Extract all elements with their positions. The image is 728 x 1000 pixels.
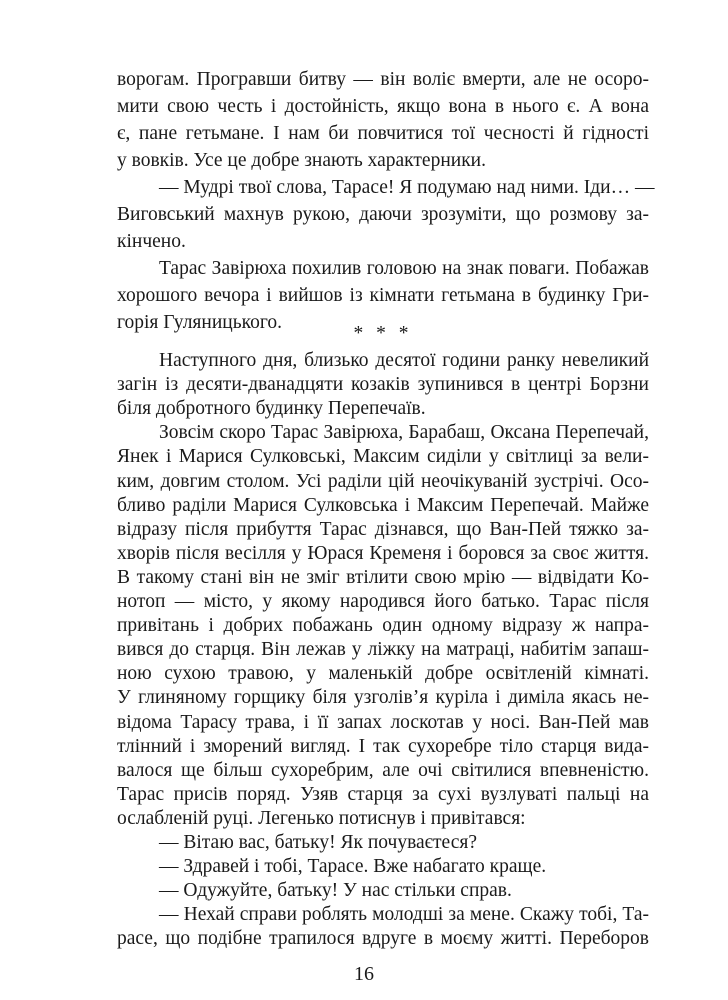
text-line: — Здравей і тобі, Тарасе. Вже набагато краще. [159, 856, 547, 877]
text-line: нотоп — місто, у якому народився його батько. Тарас після [117, 591, 649, 612]
text-line: мити свою честь і достойність, якщо вона в нього є. А вона [117, 96, 649, 117]
text-line: у вовків. Усе це добре знають характерники. [117, 150, 486, 171]
text-line: ворогам. Програвши битву — він воліє вмерти, але не осоро- [117, 69, 649, 90]
text-line: ослабленій руці. Легенько потиснув і привітався: [117, 808, 526, 829]
text-line: Виговський махнув рукою, даючи зрозуміти, що розмову за- [117, 204, 649, 225]
text-line: — Мудрі твої слова, Тарасе! Я подумаю над ними. Іди… — [159, 177, 655, 198]
text-line: кінчено. [117, 231, 186, 252]
text-line: — Одужуйте, батьку! У нас стільки справ. [159, 880, 512, 901]
text-line: відома Тарасу трава, і її запах лоскотав у носі. Ван-Пей мав [117, 712, 649, 733]
text-line: — Вітаю вас, батьку! Як почуваєтеся? [159, 832, 477, 853]
text-line: тлінний і зморений вигляд. І так сухоребре тіло старця вида- [117, 736, 649, 757]
text-line: загін із десяти-дванадцяти козаків зупинився в центрі Борзни [117, 374, 649, 395]
text-line: У глиняному горщику біля узголів’я куріла і диміла якась не- [117, 687, 649, 708]
text-line: Тарас присів поряд. Узяв старця за сухі вузлуваті пальці на [117, 784, 649, 805]
page-number: 16 [354, 963, 374, 985]
text-line: Янек і Марися Сулковські, Максим сиділи у світлиці за вели- [117, 446, 649, 467]
text-line: — Нехай справи роблять молодші за мене. Скажу тобі, Та- [159, 904, 649, 925]
text-line: Тарас Завірюха похилив головою на знак поваги. Побажав [159, 258, 649, 279]
text-line: расе, що подібне трапилося вдруге в моєму житті. Переборов [117, 928, 649, 949]
text-line: ною сухою травою, у маленькій добре освітленій кімнаті. [117, 663, 649, 684]
text-line: відразу після прибуття Тарас дізнався, що Ван-Пей тяжко за- [117, 519, 649, 540]
text-line: валося ще більш сухоребрим, але очі світилися впевненістю. [117, 760, 649, 781]
text-line: є, пане гетьмане. І нам би повчитися тої чесності й гідності [117, 123, 649, 144]
text-line: вився до старця. Він лежав у ліжку на матраці, набитім запаш- [117, 639, 649, 660]
text-line: бливо раділи Марися Сулковська і Максим Перепечай. Майже [117, 495, 649, 516]
text-line: біля добротного будинку Перепечаїв. [117, 398, 426, 419]
text-line: В такому стані він не зміг втілити свою мрію — відвідати Ко- [117, 567, 649, 588]
text-line: Наступного дня, близько десятої години ранку невеликий [159, 350, 649, 371]
text-line: привітань і добрих побажань один одному відразу ж напра- [117, 615, 649, 636]
text-line: хворів після весілля у Юрася Кременя і боровся за своє життя. [117, 543, 649, 564]
section-separator: * * * [353, 323, 413, 344]
text-line: горія Гуляницького. [117, 312, 282, 333]
text-line: ким, довгим столом. Усі раділи цій неочікуваній зустрічі. Осо- [117, 471, 649, 492]
text-line: хорошого вечора і вийшов із кімнати гетьмана в будинку Гри- [117, 285, 649, 306]
text-line: Зовсім скоро Тарас Завірюха, Барабаш, Оксана Перепечай, [159, 422, 649, 443]
